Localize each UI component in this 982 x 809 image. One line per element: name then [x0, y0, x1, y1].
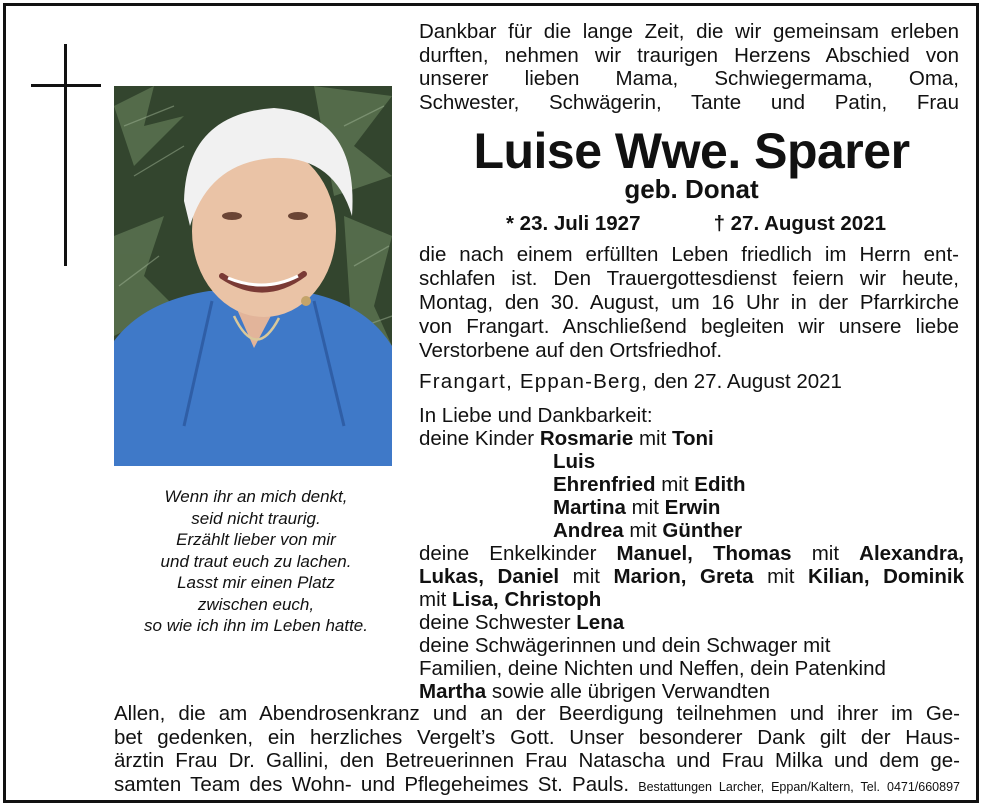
place: Frangart, Eppan-Berg, — [419, 370, 649, 393]
intro-paragraph — [419, 20, 959, 114]
deceased-name: Luise Wwe. Sparer — [473, 123, 910, 179]
thanks-paragraph — [114, 702, 960, 799]
child-partner: Günther — [662, 519, 743, 542]
poem-line: Wenn ihr an mich denkt, — [164, 487, 348, 506]
with-word: mit — [572, 565, 600, 588]
child-partner: Edith — [694, 473, 746, 496]
with-word: mit — [811, 542, 840, 565]
cross-icon — [64, 44, 67, 266]
child-row — [419, 473, 964, 496]
intro-line: unserer lieben Mama, Schwiegermama, Oma, — [419, 67, 959, 90]
with-word: mit — [767, 565, 795, 588]
thanks-line: samten Team des Wohn- und Pflegeheimes St. Pauls. — [114, 772, 630, 796]
sister-row — [419, 611, 964, 634]
intro-line: Schwester, Schwägerin, Tante und Patin, Frau — [419, 90, 959, 114]
child-partner: Erwin — [664, 496, 721, 519]
poem-line: Lasst mir einen Platz — [177, 573, 335, 592]
life-dates — [506, 211, 886, 237]
thanks-line: bet gedenken, ein herzliches Vergelt’s Gott. Unser besonderer Dank gilt der Haus- — [114, 725, 960, 749]
intro-line: durften, nehmen wir traurigen Herzens Abschied von — [419, 43, 959, 67]
portrait-photo — [114, 86, 392, 466]
grandchildren-row — [419, 588, 964, 611]
child-name: Martina — [553, 496, 626, 519]
child-row — [419, 496, 964, 519]
thanks-line: Allen, die am Abendrosenkranz und an der Beerdigung teilnehmen und ihrer im Ge- — [114, 702, 960, 725]
poem-line: Erzählt lieber von mir — [176, 530, 336, 549]
godchild-name: Martha — [419, 680, 487, 703]
godchild-row — [419, 680, 964, 703]
family-opening: In Liebe und Dankbarkeit: — [419, 404, 653, 427]
sister-name: Lena — [576, 611, 625, 634]
obituary-notice — [3, 3, 979, 803]
poem-line: seid nicht traurig. — [191, 508, 321, 528]
with-word: mit — [661, 473, 689, 496]
grandchildren-label: deine Enkelkinder — [419, 542, 597, 565]
birth-date: * 23. Juli 1927 — [506, 212, 641, 235]
date: den 27. August 2021 — [653, 370, 842, 393]
child-name: Luis — [553, 450, 596, 473]
grandchildren-row — [419, 565, 964, 588]
info-line: Montag, den 30. August, um 16 Uhr in der Pfarrkirche — [419, 291, 959, 314]
funeral-info — [419, 243, 959, 363]
info-line: Verstorbene auf den Ortsfriedhof. — [419, 339, 723, 362]
undertaker-credit: Bestattungen Larcher, Eppan/Kaltern, Tel. 0471/660897 — [638, 779, 960, 794]
poem-line: zwischen euch, — [197, 594, 315, 614]
child-name: Rosmarie — [539, 427, 634, 450]
child-row — [419, 450, 964, 473]
child-row — [419, 427, 964, 450]
cross-icon-bar — [31, 84, 101, 87]
grandchild-names: Marion, Greta — [613, 565, 754, 588]
maiden-name: geb. Donat — [624, 174, 759, 204]
child-name: Andrea — [553, 519, 624, 542]
info-line: die nach einem erfüllten Leben friedlich im Herrn ent- — [419, 243, 959, 266]
grandchildren-row — [419, 542, 964, 565]
info-line: von Frangart. Anschließend begleiten wir unsere liebe — [419, 315, 959, 338]
poem-line: so wie ich ihn im Leben hatte. — [144, 616, 368, 635]
grandchild-names: Manuel, Thomas — [616, 542, 792, 565]
family-list — [419, 404, 964, 703]
grandchild-names: Lisa, Christoph — [452, 588, 602, 611]
child-row — [419, 519, 964, 542]
grandchild-names: Lukas, Daniel — [419, 565, 560, 588]
relatives-text: sowie alle übrigen Verwandten — [491, 680, 770, 703]
with-word: mit — [631, 496, 659, 519]
inlaws-row: deine Schwägerinnen und dein Schwager mit — [419, 634, 831, 657]
with-word: mit — [638, 427, 667, 450]
child-partner: Toni — [672, 427, 714, 450]
poem — [106, 486, 406, 637]
child-name: Ehrenfried — [553, 473, 656, 496]
grandchild-partner: Alexandra, — [859, 542, 964, 565]
intro-line: Dankbar für die lange Zeit, die wir gemeinsam erleben — [419, 20, 959, 43]
children-label: deine Kinder — [419, 427, 535, 450]
inlaws-row: Familien, deine Nichten und Neffen, dein Patenkind — [419, 657, 886, 680]
thanks-line: ärztin Frau Dr. Gallini, den Betreuerinnen Frau Natascha und Frau Milka und dem ge- — [114, 749, 960, 772]
sister-label: deine Schwester — [419, 611, 571, 634]
thanks-line-last — [114, 773, 960, 800]
poem-line: und traut euch zu lachen. — [160, 551, 352, 571]
place-date — [419, 370, 959, 394]
death-date: † 27. August 2021 — [713, 212, 886, 235]
info-line: schlafen ist. Den Trauergottesdienst feiern wir heute, — [419, 267, 959, 290]
with-word: mit — [629, 519, 657, 542]
grandchild-names: Kilian, Dominik — [808, 565, 964, 588]
with-word: mit — [419, 588, 447, 611]
